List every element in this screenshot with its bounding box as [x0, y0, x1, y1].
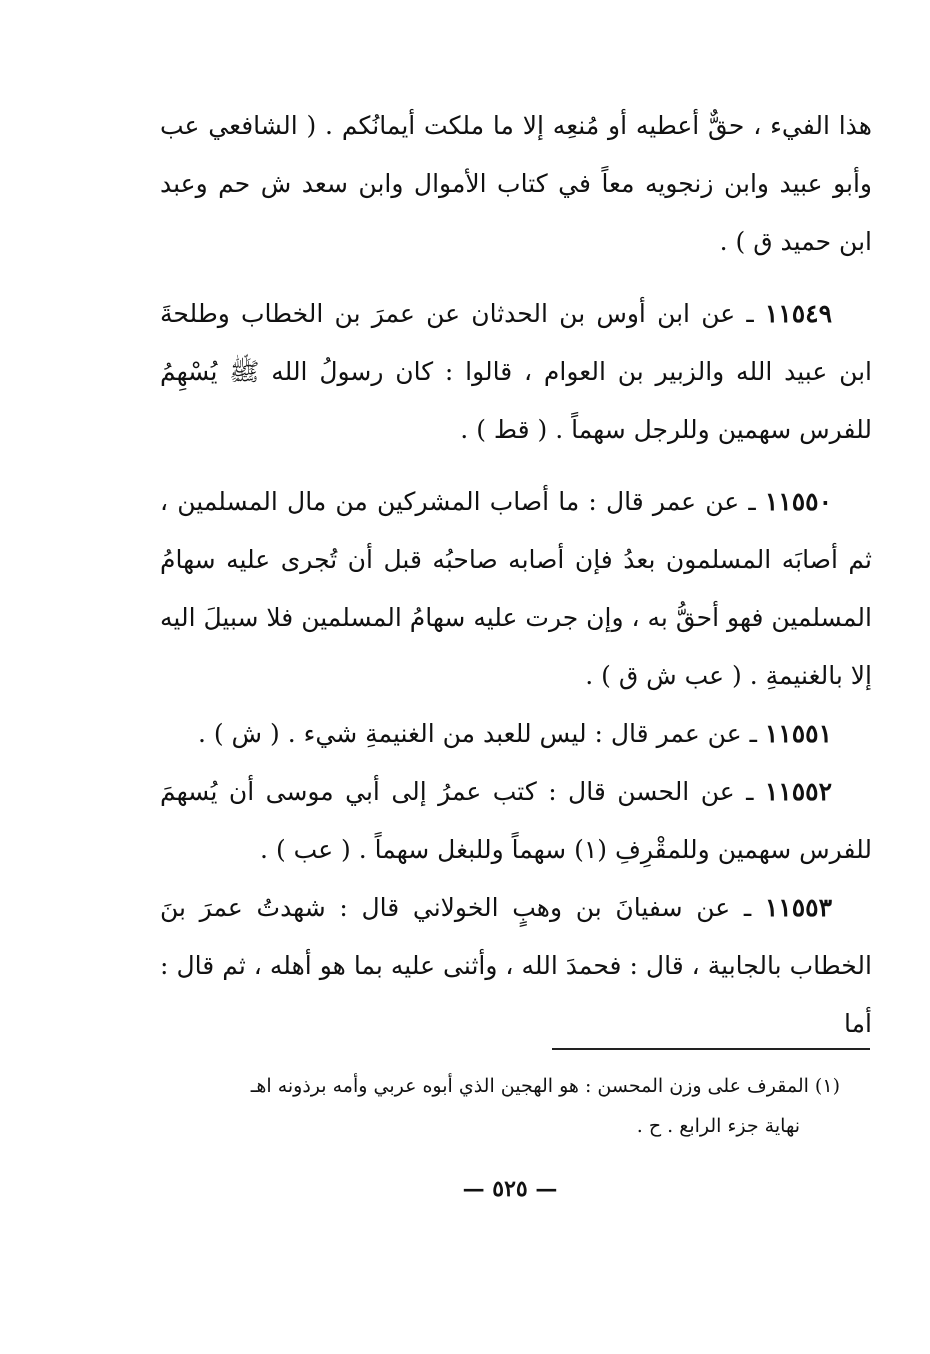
hadith-number: ١١٥٥٠ — [764, 487, 832, 516]
hadith-number: ١١٥٥١ — [764, 719, 832, 748]
page-number: — ٥٢٥ — — [462, 1176, 558, 1202]
hadith-text: ـ عن سفيانَ بن وهبٍ الخولاني قال : شهدتُ عمرَ بنَ الخطاب بالجابية ، قال : فحمدَ الله ، وأثنى عليه بما هو أهله ، ثم قال : أما — [160, 893, 872, 1038]
hadith-11553 — [160, 879, 872, 1053]
hadith-text: ـ عن الحسن قال : كتب عمرُ إلى أبي موسى أن يُسهمَ للفرس سهمين وللمقْرِفِ (١) سهماً وللبغل سهماً . ( عب ) . — [160, 777, 872, 864]
hadith-text: ـ عن عمر قال : ليس للعبد من الغنيمةِ شيء . ( ش ) . — [197, 719, 765, 748]
hadith-number: ١١٥٥٣ — [764, 893, 832, 922]
footnote-line-1: (١) المقرف على وزن المحسن : هو الهجين الذي أبوه عربي وأمه برذونه اهـ — [250, 1075, 840, 1097]
footnote — [160, 1066, 840, 1146]
hadith-11552 — [160, 763, 872, 879]
hadith-text: ـ عن ابن أوس بن الحدثان عن عمرَ بن الخطاب وطلحةَ ابن عبيد الله والزبير بن العوام ، قالوا : كان رسولُ الله ﷺ يُسْهِمُ للفرس سهمين وللرجل سهماً . ( قط ) . — [160, 299, 872, 444]
footnote-line-2: نهاية جزء الرابع . ح . — [636, 1115, 800, 1137]
hadith-number: ١١٥٤٩ — [764, 299, 832, 328]
hadith-text: ـ عن عمر قال : ما أصاب المشركين من مال المسلمين ، ثم أصابَه المسلمون بعدُ فإن أصابه صاحبُه قبل أن تُجرى عليه سهامُ المسلمين فهو أحقُّ به ، وإن جرت عليه سهامُ المسلمين فلا سبيلَ اليه إلا بالغنيمةِ . ( عب ش ق ) . — [160, 487, 872, 690]
hadith-number: ١١٥٥٢ — [764, 777, 832, 806]
main-text — [160, 97, 872, 1053]
paragraph-continuation — [160, 97, 872, 271]
hadith-11549 — [160, 285, 872, 459]
hadith-11550 — [160, 473, 872, 705]
hadith-11551 — [160, 705, 872, 763]
paragraph-text: هذا الفيء ، حقٌّ أعطيه أو مُنعِه إلا ما ملكت أيمانُكم . ( الشافعي عب وأبو عبيد وابن زنجويه معاً في كتاب الأموال وابن سعد ش حم وعبد ابن حميد ق ) . — [160, 111, 872, 256]
footnote-divider — [552, 1048, 870, 1050]
